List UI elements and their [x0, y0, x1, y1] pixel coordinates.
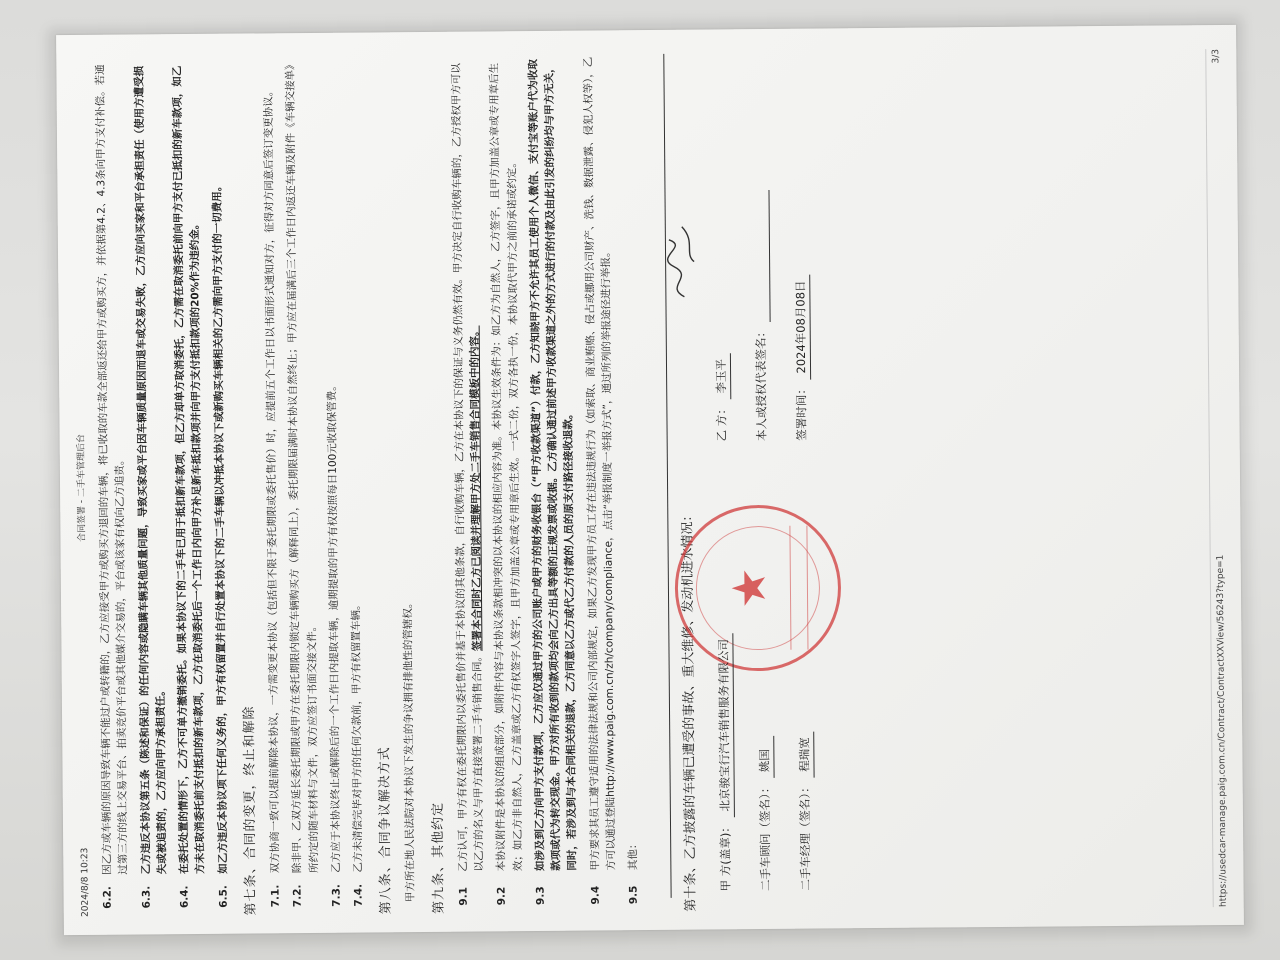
- clause-number: 9.4: [589, 885, 602, 905]
- party-b-value: 李玉平: [713, 353, 732, 400]
- clause-number: 9.5: [627, 885, 640, 905]
- section7-title: 第七条、合同的变更，终止和解除: [241, 705, 259, 916]
- clause-row: [619, 54, 643, 912]
- manager-value: 程瑞宽: [796, 731, 815, 778]
- clause-number: 9.1: [457, 886, 470, 906]
- clause-text-main: 如乙方违反本协议项下任何义务的，甲方有权留置并自行处置本协议下的二手车辆以冲抵本协议下或新购买车辆相关的乙方需向甲方支付的一切费用。: [210, 180, 230, 874]
- section9-title: 第九条、其他约定: [430, 801, 447, 914]
- clause-text-main: 如涉及到乙方向甲方支付款项，乙方应仅通过甲方的公司账户或甲方的财务收银台（“甲方收款渠道”）付款，乙方知晓甲方不允许其员工使用个人微信、支付宝等账户代为收取款项或代为转交现金。甲方对所有收到的款项均会向乙方出具等额的正规发票或收据。乙方确认通过前述甲方收款渠道之外的方式进行的付款及由此引发的纠纷均与甲方无关，同时，若涉及到与本合同相关的退款，乙方同意以乙方或代乙方付款的人员的原支付路径接收退款。: [527, 59, 579, 872]
- clause-row: [283, 57, 323, 915]
- handwritten-signature: [653, 222, 704, 302]
- clause-text: [208, 58, 231, 874]
- section8-title: 第八条、合同争议解决方式: [377, 746, 395, 915]
- clause-number: 9.3: [534, 886, 547, 906]
- clause-row: [169, 58, 209, 916]
- clause-text: [619, 54, 642, 870]
- clause-number: 6.5.: [217, 885, 230, 908]
- clause-row: [343, 57, 367, 915]
- clause-text-main: 双方协商一致可以提前解除本协议，一方需变更本协议（包括但不限于委托期限或委托售价）时，应提前五个工作日以书面形式通知对方，征得对方同意后签订变更协议。: [262, 85, 282, 874]
- clause-number: 7.2.: [291, 884, 304, 908]
- party-a-value: 北京骏宝行汽车销售服务有限公司: [715, 633, 735, 818]
- rep-label: 本人或授权代表签名：: [753, 325, 769, 442]
- clause-text-emphasis: 签署本合同时乙方已阅读并理解甲方处二手车销售合同模板中的内容。: [468, 325, 484, 652]
- rep-value: [751, 190, 771, 322]
- footer-url: https://usedcar-manage.paig.com.cn/Contract/ContractXXView/56243?type=1: [1215, 554, 1229, 908]
- section8-text: 甲方所在地人民法院对本协议下发生的争议拥有排他性的管辖权。: [402, 597, 418, 903]
- clause-number: 6.2.: [101, 886, 114, 909]
- clause-row: [487, 55, 527, 913]
- rep-row: [751, 190, 772, 441]
- advisor-value: 姚国: [756, 736, 775, 778]
- clause-text-main: 甲方要求其员工遵守适用的法律法规和公司内部规定，如果乙方发现甲方员工存在违法违规行为（如索取、商业贿赂、侵占或挪用公司财产、洗钱、数据泄露、侵犯人权等），乙方可以通过登陆http://www.paig.com.cn/zh/company/compliance，点击“举报制度一举报方式”，通过所列的举报途径进行举报。: [582, 56, 618, 871]
- clause-row: [525, 55, 581, 913]
- clause-number: 9.2: [495, 886, 509, 906]
- company-seal: [674, 504, 841, 671]
- clause-text: [448, 55, 488, 871]
- footer-page: 3/3: [1211, 48, 1222, 64]
- clause-text: [169, 58, 209, 874]
- clauses-article7: [260, 57, 367, 916]
- clauses-article9: [448, 54, 642, 914]
- clause-text: [321, 57, 344, 873]
- clause-text: [260, 57, 283, 873]
- clause-row: [260, 57, 284, 915]
- document-content: [56, 25, 1244, 935]
- print-footer: [1210, 49, 1229, 907]
- manager-row: [796, 731, 816, 891]
- section10-title: 第十条、乙方披露的车辆已遭受的事故、重大维修、发动机进水情况：: [679, 508, 699, 912]
- clause-row: [208, 58, 232, 916]
- clause-text: [343, 57, 366, 873]
- date-row: [792, 274, 812, 440]
- clause-text-main: 因乙方或车辆的原因导致车辆不能过户或转籍的，乙方应接受甲方或购买方退回的车辆，将已收取的车款全部返还给甲方或购买方，并依据第4.2、4.3条向甲方支付补偿。若通过第三方的线上交易平台、拍卖竞价平台或其他媒介交易的，平台或该家有权向乙方追责。: [94, 64, 130, 875]
- clause-number: 7.3.: [330, 884, 343, 907]
- clause-text-main: 乙方未清偿完毕对甲方的任何欠款前，甲方有权留置车辆。: [350, 599, 365, 873]
- party-b-row: [713, 353, 733, 441]
- clause-number: 6.3.: [140, 885, 153, 909]
- clause-number: 7.4.: [352, 883, 365, 907]
- clause-row: [131, 58, 171, 916]
- clause-text: [131, 58, 171, 874]
- date-label: 签署时间：: [793, 383, 809, 441]
- clause-text-main: 其他：: [627, 838, 640, 871]
- clause-text: [92, 59, 132, 875]
- print-header: [72, 59, 93, 917]
- manager-label: 二手车经理（签名）：: [797, 781, 813, 891]
- clause-text: [487, 55, 527, 871]
- clause-row: [580, 54, 620, 912]
- party-a-label: 甲 方(盖章)：: [717, 821, 733, 892]
- party-b-label: 乙 方：: [714, 403, 729, 442]
- print-title: 合同签署 - 二手车管理后台: [76, 433, 88, 542]
- clause-row: [92, 59, 132, 917]
- clause-number: 7.1.: [269, 884, 282, 908]
- clause-text-main: 本协议附件是本协议的组成部分，如附件内容与本协议条款相冲突的以本协议的相应内容为准。本协议生效条件为：如乙方为自然人，乙方签字，且甲方加盖公章或专用章后生效；如乙方非自然人，乙方盖章或乙方有权签字人签字，且甲方加盖公章或专用章后生效。一式二份，双方各执一份，本协议取代甲方之前的承诺或约定。: [488, 62, 525, 872]
- document-page: [56, 25, 1244, 935]
- contract-body: [92, 52, 917, 917]
- clause-number: 6.4.: [178, 885, 191, 909]
- clause-row: [448, 55, 488, 913]
- advisor-label: 二手车顾问（签名）：: [757, 781, 773, 892]
- clause-text-main: 在委托处置的情形下，乙方不可单方撤销委托。如果本协议下的二手车已用于抵扣新车款项，但乙方却单方取消委托，乙方需在取消委托前向甲方支付已抵扣的新车款项，如乙方未在取消委托前支付抵扣的新车款项，乙方在取消委托后一个工作日内向甲方补足新车抵扣款项并向甲方支付抵扣款项的20%作为违约金。: [171, 65, 207, 875]
- signature-area: [710, 52, 917, 912]
- clause-text: [580, 54, 620, 870]
- clause-text: [525, 55, 581, 871]
- clauses-article6: [92, 58, 231, 917]
- clause-row: [321, 57, 345, 915]
- clause-text: [283, 57, 323, 873]
- clause-text-main: 乙方违反本协议第五条（陈述和保证）的任何内容或隐瞒车辆其他质量问题，导致买家或平台因车辆质量原因而退车或交易失败，乙方应向买家和平台承担责任（使用方遭受损失或被追责的，乙方应向甲方承担责任。: [132, 65, 169, 875]
- clause-text-main: 乙方应于本协议终止或解除后的一个工作日内提取车辆，逾期提取的甲方有权按照每日100元收取保管费。: [325, 380, 343, 873]
- clause-text-main: 除非甲、乙双方延长委托期限或甲方在委托期限内锁定车辆购买方（解释同上），委托期限届满时本协议自然终止；甲方应在届满后三个工作日内返还车辆及附件《车辆交接单》所约定的随车材料与文件，双方应签订书面交接文件。: [284, 59, 320, 874]
- party-a-row: [715, 633, 736, 891]
- seal-star-icon: ★: [721, 567, 776, 610]
- print-datetime: 2024/8/8 10:23: [80, 847, 91, 917]
- advisor-row: [756, 736, 776, 891]
- date-value: 2024年08月08日: [792, 274, 812, 379]
- other-terms-line: [641, 54, 671, 898]
- clause-text-main: 乙方认可，甲方有权在委托期限内以委托售价并基于本协议的其他条款，自行收购车辆，乙方在本协议下的保证与义务仍然有效。甲方决定自行收购车辆的，乙方授权甲方可以以乙方的名义与甲方直接签署二手车销售合同。: [450, 63, 486, 872]
